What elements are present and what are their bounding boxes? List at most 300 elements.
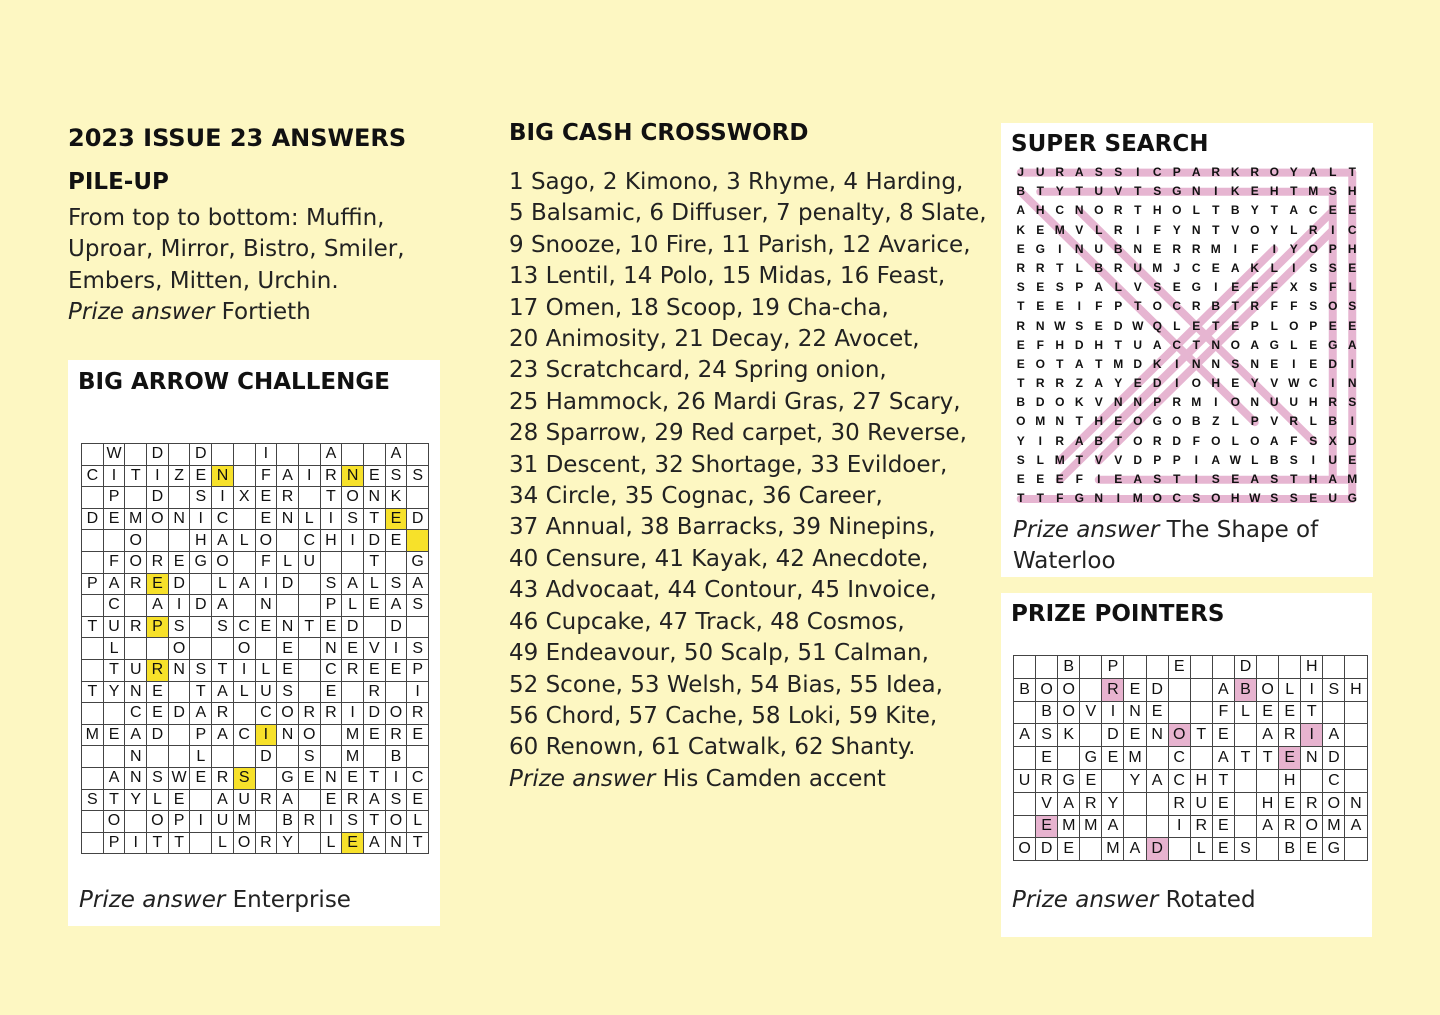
grid-cell: [233, 465, 255, 487]
grid-cell: [190, 638, 212, 660]
grid-cell: [125, 638, 147, 660]
grid-cell: S: [407, 638, 429, 660]
bigcash-line: 49 Endeavour, 50 Scalp, 51 Calman,: [509, 640, 929, 667]
grid-cell: R: [1279, 815, 1301, 838]
search-letter: T: [1134, 184, 1142, 199]
grid-cell: N: [277, 508, 299, 530]
search-letter: T: [1212, 318, 1220, 333]
search-letter: W: [1229, 452, 1241, 467]
arrow-title: BIG ARROW CHALLENGE: [78, 369, 390, 395]
grid-row: [82, 595, 429, 617]
grid-cell: [82, 703, 104, 725]
grid-cell: A: [212, 724, 234, 746]
grid-cell: A: [277, 789, 299, 811]
grid-cell: R: [212, 703, 234, 725]
grid-cell: D: [147, 444, 169, 466]
grid-cell: [125, 487, 147, 509]
search-letter: S: [1328, 260, 1337, 275]
search-letter: T: [1270, 203, 1278, 218]
grid-cell: N: [1345, 792, 1367, 815]
search-letter: S: [1055, 280, 1064, 295]
grid-cell: E: [147, 573, 169, 595]
grid-cell: R: [342, 789, 364, 811]
search-letter: D: [1035, 395, 1045, 410]
grid-cell: E: [255, 487, 277, 509]
search-letter: B: [1230, 203, 1240, 218]
search-letter: E: [1348, 260, 1357, 275]
search-letter: E: [1328, 203, 1337, 218]
search-row: [1011, 201, 1362, 220]
search-letter: A: [1074, 165, 1084, 179]
grid-cell: R: [385, 724, 407, 746]
grid-cell: A: [212, 789, 234, 811]
search-letter: H: [1308, 472, 1318, 486]
grid-cell: A: [1014, 724, 1036, 747]
search-letter: O: [1230, 395, 1240, 410]
search-letter: O: [1250, 222, 1260, 237]
grid-cell: I: [1301, 678, 1323, 701]
search-letter: Y: [1172, 222, 1181, 237]
search-letter: I: [1272, 241, 1276, 256]
search-letter: T: [1075, 414, 1083, 429]
grid-cell: [168, 746, 190, 768]
grid-cell: [255, 767, 277, 789]
search-letter: O: [1230, 337, 1240, 352]
grid-cell: S: [407, 465, 429, 487]
search-letter: N: [1191, 356, 1201, 371]
bigcash-line: 23 Scratchcard, 24 Spring onion,: [509, 357, 887, 384]
grid-row: [1014, 815, 1368, 838]
search-letter: I: [1350, 414, 1354, 429]
grid-cell: R: [342, 659, 364, 681]
search-letter: R: [1191, 241, 1201, 256]
grid-cell: [168, 444, 190, 466]
search-letter: E: [1231, 472, 1240, 486]
grid-cell: R: [147, 659, 169, 681]
grid-cell: T: [1234, 747, 1256, 770]
grid-cell: C: [103, 595, 125, 617]
search-row: [1011, 259, 1362, 278]
search-letter: V: [1270, 376, 1279, 391]
grid-cell: [212, 638, 234, 660]
bigcash-line: 17 Omen, 18 Scoop, 19 Cha-cha,: [509, 294, 889, 321]
grid-cell: [125, 811, 147, 833]
search-letter: G: [1269, 337, 1279, 352]
search-letter: F: [1329, 280, 1337, 295]
grid-cell: [363, 746, 385, 768]
search-letter: F: [1075, 472, 1083, 486]
grid-row: [82, 703, 429, 725]
search-letter: S: [1153, 472, 1162, 486]
grid-cell: B: [1014, 678, 1036, 701]
grid-cell: S: [82, 789, 104, 811]
search-letter: E: [1055, 472, 1064, 486]
search-letter: N: [1035, 318, 1045, 333]
grid-cell: M: [1058, 815, 1080, 838]
search-letter: V: [1114, 452, 1123, 467]
search-letter: P: [1153, 395, 1162, 410]
search-letter: R: [1211, 165, 1221, 179]
grid-cell: I: [342, 530, 364, 552]
grid-cell: I: [190, 508, 212, 530]
grid-cell: N: [320, 767, 342, 789]
grid-cell: G: [1080, 747, 1102, 770]
grid-cell: R: [407, 703, 429, 725]
search-letter: I: [1233, 241, 1237, 256]
grid-row: [82, 767, 429, 789]
grid-cell: [1212, 656, 1234, 679]
prize-value: Waterloo: [1013, 548, 1116, 574]
grid-cell: O: [298, 724, 320, 746]
search-letter: R: [1113, 260, 1123, 275]
bigcash-line: 52 Scone, 53 Welsh, 54 Bias, 55 Idea,: [509, 671, 943, 698]
pileup-line: From top to bottom: Muffin,: [68, 205, 385, 231]
grid-cell: P: [407, 659, 429, 681]
grid-cell: M: [1323, 815, 1345, 838]
grid-row: [82, 530, 429, 552]
grid-cell: D: [277, 573, 299, 595]
search-letter: P: [1153, 452, 1162, 467]
grid-cell: A: [320, 444, 342, 466]
search-letter: S: [1016, 452, 1025, 467]
search-letter: H: [1308, 395, 1318, 410]
grid-cell: [407, 616, 429, 638]
grid-cell: L: [190, 746, 212, 768]
grid-cell: S: [190, 487, 212, 509]
grid-cell: B: [1036, 701, 1058, 724]
grid-cell: S: [190, 659, 212, 681]
grid-cell: I: [255, 724, 277, 746]
search-letter: F: [1036, 337, 1044, 352]
grid-cell: [298, 638, 320, 660]
grid-cell: [233, 746, 255, 768]
search-letter: R: [1055, 376, 1065, 391]
grid-cell: M: [342, 724, 364, 746]
grid-cell: C: [233, 724, 255, 746]
search-letter: Z: [1075, 376, 1083, 391]
prize-value: Rotated: [1165, 887, 1256, 913]
search-letter: I: [1350, 356, 1354, 371]
search-letter: U: [1328, 491, 1338, 506]
search-letter: I: [1175, 356, 1179, 371]
grid-cell: O: [233, 832, 255, 854]
search-letter: T: [1290, 184, 1298, 199]
grid-cell: R: [1168, 792, 1190, 815]
grid-cell: [298, 444, 320, 466]
search-letter: E: [1348, 318, 1357, 333]
pointers-grid: [1013, 655, 1368, 861]
grid-cell: [298, 681, 320, 703]
search-letter: L: [1075, 260, 1083, 275]
grid-cell: [320, 746, 342, 768]
grid-cell: I: [385, 638, 407, 660]
grid-row: [82, 444, 429, 466]
grid-cell: A: [125, 724, 147, 746]
search-letter: U: [1289, 395, 1299, 410]
grid-cell: [233, 508, 255, 530]
grid-cell: R: [1190, 815, 1212, 838]
grid-cell: [82, 487, 104, 509]
prize-label: Prize answer: [68, 299, 215, 326]
search-letter: U: [1094, 184, 1104, 199]
search-letter: L: [1231, 414, 1239, 429]
grid-cell: [1058, 747, 1080, 770]
grid-cell: K: [1058, 724, 1080, 747]
search-letter: M: [1035, 414, 1046, 429]
search-letter: C: [1172, 491, 1182, 506]
grid-cell: O: [147, 508, 169, 530]
grid-cell: H: [1345, 678, 1367, 701]
search-letter: S: [1309, 280, 1318, 295]
search-prize: [1013, 515, 1318, 577]
grid-cell: [277, 444, 299, 466]
grid-cell: [168, 487, 190, 509]
search-letter: M: [1054, 222, 1065, 237]
search-letter: E: [1114, 472, 1123, 486]
bigcash-line: 28 Sparrow, 29 Red carpet, 30 Reverse,: [509, 420, 967, 447]
search-letter: Y: [1250, 376, 1259, 391]
grid-cell: L: [320, 832, 342, 854]
search-letter: O: [1308, 241, 1318, 256]
grid-cell: B: [1279, 838, 1301, 861]
search-letter: I: [1311, 452, 1315, 467]
grid-cell: O: [1323, 792, 1345, 815]
grid-cell: [82, 832, 104, 854]
search-letter: K: [1016, 222, 1026, 237]
grid-cell: [1080, 838, 1102, 861]
grid-cell: L: [103, 638, 125, 660]
grid-cell: C: [320, 659, 342, 681]
grid-cell: C: [1323, 769, 1345, 792]
search-letter: P: [1172, 452, 1181, 467]
grid-row: [82, 789, 429, 811]
search-letter: G: [1328, 337, 1338, 352]
grid-cell: S: [385, 465, 407, 487]
search-letter: L: [1309, 414, 1317, 429]
grid-cell: [298, 659, 320, 681]
grid-cell: H: [320, 530, 342, 552]
grid-cell: [82, 551, 104, 573]
grid-cell: I: [320, 508, 342, 530]
grid-cell: H: [1257, 792, 1279, 815]
grid-row: [82, 832, 429, 854]
grid-cell: T: [125, 465, 147, 487]
grid-cell: R: [1080, 792, 1102, 815]
search-letter: W: [1054, 318, 1066, 333]
search-letter: E: [1192, 318, 1201, 333]
search-letter: N: [1250, 356, 1260, 371]
grid-cell: [1168, 678, 1190, 701]
search-letter: E: [1309, 356, 1318, 371]
search-letter: I: [1058, 241, 1062, 256]
search-row: [1011, 240, 1362, 259]
search-letter: A: [1289, 203, 1299, 218]
search-letter: T: [1114, 337, 1122, 352]
grid-cell: P: [103, 487, 125, 509]
bigcash-line: 60 Renown, 61 Catwalk, 62 Shanty.: [509, 734, 916, 761]
grid-cell: [168, 724, 190, 746]
grid-cell: E: [1257, 701, 1279, 724]
search-letter: D: [1074, 337, 1084, 352]
search-letter: W: [1249, 491, 1261, 506]
search-letter: T: [1036, 491, 1044, 506]
grid-cell: T: [298, 616, 320, 638]
grid-cell: T: [363, 767, 385, 789]
grid-cell: [407, 746, 429, 768]
grid-cell: E: [363, 659, 385, 681]
search-letter: R: [1113, 203, 1123, 218]
search-letter: O: [1172, 414, 1182, 429]
grid-row: [82, 508, 429, 530]
grid-cell: I: [212, 487, 234, 509]
grid-cell: T: [1190, 724, 1212, 747]
grid-cell: U: [255, 681, 277, 703]
search-letter: A: [1133, 472, 1143, 486]
search-letter: Y: [1055, 184, 1064, 199]
grid-cell: [363, 444, 385, 466]
search-letter: D: [1133, 356, 1143, 371]
search-letter: R: [1113, 222, 1123, 237]
search-letter: B: [1328, 414, 1338, 429]
grid-cell: [1345, 838, 1367, 861]
search-letter: B: [1211, 299, 1221, 314]
search-row: [1011, 451, 1362, 470]
search-letter: P: [1114, 299, 1123, 314]
search-letter: E: [1231, 376, 1240, 391]
grid-cell: [82, 811, 104, 833]
search-letter: N: [1211, 356, 1221, 371]
search-letter: T: [1075, 184, 1083, 199]
grid-cell: [1234, 815, 1256, 838]
search-letter: G: [1152, 414, 1162, 429]
grid-cell: O: [1036, 678, 1058, 701]
grid-cell: [298, 573, 320, 595]
grid-cell: D: [1146, 678, 1168, 701]
search-letter: B: [1269, 452, 1279, 467]
grid-cell: U: [298, 551, 320, 573]
search-letter: B: [1094, 433, 1104, 448]
search-row: [1011, 393, 1362, 412]
grid-cell: [1014, 792, 1036, 815]
search-letter: I: [1038, 433, 1042, 448]
search-letter: S: [1075, 318, 1084, 333]
grid-cell: T: [363, 551, 385, 573]
bigcash-line: 13 Lentil, 14 Polo, 15 Midas, 16 Feast,: [509, 263, 946, 290]
grid-row: [82, 551, 429, 573]
grid-cell: S: [233, 767, 255, 789]
search-row: [1011, 221, 1362, 240]
grid-cell: I: [147, 465, 169, 487]
search-letter: E: [1036, 299, 1045, 314]
grid-cell: O: [1014, 838, 1036, 861]
grid-cell: E: [255, 616, 277, 638]
grid-cell: [277, 746, 299, 768]
search-letter: R: [1328, 395, 1338, 410]
search-letter: E: [1250, 184, 1259, 199]
grid-cell: B: [277, 811, 299, 833]
grid-cell: E: [385, 508, 407, 530]
grid-cell: [82, 638, 104, 660]
grid-cell: E: [1036, 815, 1058, 838]
search-row: [1011, 412, 1362, 431]
search-letter: C: [1308, 376, 1318, 391]
grid-cell: [1234, 769, 1256, 792]
grid-cell: P: [1102, 656, 1124, 679]
grid-cell: I: [125, 832, 147, 854]
search-row: [1011, 432, 1362, 451]
search-letter: E: [1270, 356, 1279, 371]
grid-cell: D: [342, 616, 364, 638]
search-letter: R: [1172, 241, 1182, 256]
grid-cell: W: [103, 444, 125, 466]
search-letter: I: [1136, 222, 1140, 237]
search-letter: F: [1290, 433, 1298, 448]
pileup-answer: [68, 203, 405, 329]
search-row: [1011, 336, 1362, 355]
grid-cell: E: [1058, 838, 1080, 861]
grid-cell: I: [168, 595, 190, 617]
grid-cell: T: [407, 832, 429, 854]
grid-cell: A: [342, 573, 364, 595]
grid-cell: N: [125, 681, 147, 703]
search-letter: Y: [1250, 203, 1259, 218]
search-letter: N: [1133, 395, 1143, 410]
grid-cell: G: [1323, 838, 1345, 861]
grid-cell: [298, 487, 320, 509]
grid-cell: [1190, 701, 1212, 724]
search-letter: Y: [1270, 222, 1279, 237]
bigcash-line: 1 Sago, 2 Kimono, 3 Rhyme, 4 Harding,: [509, 169, 964, 195]
search-letter: A: [1250, 472, 1260, 486]
grid-cell: D: [168, 703, 190, 725]
search-letter: O: [1250, 433, 1260, 448]
grid-cell: V: [1080, 701, 1102, 724]
prize-value: The Shape of: [1166, 517, 1319, 543]
search-letter: I: [1194, 472, 1198, 486]
grid-cell: [103, 746, 125, 768]
bigcash-line: 25 Hammock, 26 Mardi Gras, 27 Scary,: [509, 388, 961, 415]
grid-cell: E: [277, 659, 299, 681]
grid-cell: [298, 789, 320, 811]
search-letter: A: [1347, 337, 1357, 352]
search-letter: T: [1017, 491, 1025, 506]
search-letter: T: [1192, 337, 1200, 352]
grid-cell: M: [1102, 838, 1124, 861]
search-letter: E: [1016, 356, 1025, 371]
grid-cell: O: [385, 703, 407, 725]
grid-row: [82, 487, 429, 509]
grid-cell: A: [103, 767, 125, 789]
search-letter: U: [1269, 395, 1279, 410]
search-letter: L: [1270, 318, 1278, 333]
search-letter: N: [1347, 376, 1357, 391]
search-letter: V: [1231, 222, 1240, 237]
grid-cell: [255, 638, 277, 660]
grid-cell: O: [233, 638, 255, 660]
grid-cell: A: [1058, 792, 1080, 815]
grid-cell: [1190, 656, 1212, 679]
search-row: [1011, 489, 1362, 508]
grid-cell: E: [320, 616, 342, 638]
grid-cell: R: [1036, 769, 1058, 792]
search-letter: T: [1095, 356, 1103, 371]
search-letter: L: [1290, 222, 1298, 237]
grid-cell: [233, 551, 255, 573]
grid-cell: E: [103, 724, 125, 746]
grid-cell: Y: [1124, 769, 1146, 792]
grid-cell: [233, 444, 255, 466]
grid-cell: I: [407, 681, 429, 703]
